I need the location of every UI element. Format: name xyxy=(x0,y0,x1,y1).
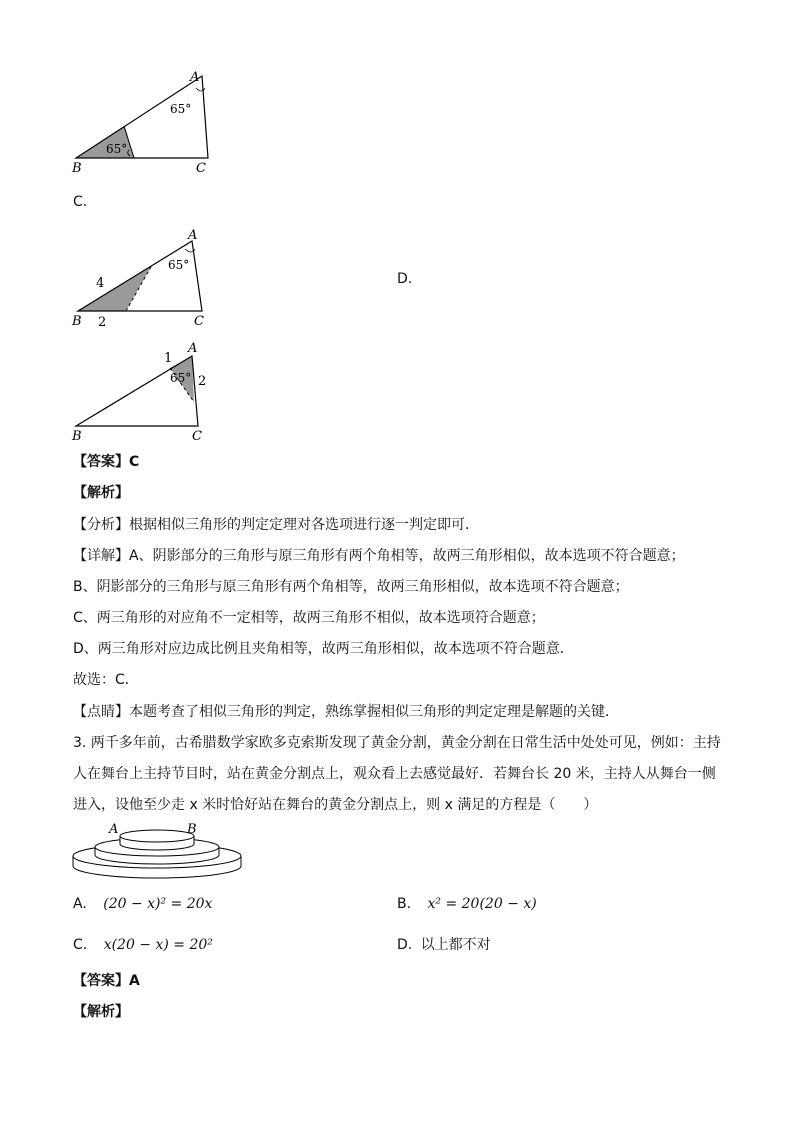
q2-comment: 【点睛】本题考查了相似三角形的判定，熟练掌握相似三角形的判定定理是解题的关键． xyxy=(73,704,619,720)
angle-a-label: 65° xyxy=(168,258,190,272)
angle-b-label: 65° xyxy=(106,142,128,156)
q2-analysis-title: 【解析】 xyxy=(73,485,129,501)
vertex-c-label: C xyxy=(192,429,202,444)
q2-choice: 故选：C． xyxy=(73,672,139,688)
option-c-label: C. xyxy=(73,194,88,210)
vertex-b-label: B xyxy=(72,161,82,176)
option-d-label: D. xyxy=(397,271,413,287)
stage-point-a-label: A xyxy=(109,822,119,837)
vertex-a-label: A xyxy=(188,341,198,356)
vertex-c-label: C xyxy=(196,161,206,176)
vertex-a-label: A xyxy=(188,228,198,243)
q2-detail-b: B、阴影部分的三角形与原三角形有两个角相等，故两三角形相似，故本选项不符合题意； xyxy=(73,579,629,595)
q3-answer: 【答案】A xyxy=(73,973,140,989)
q2-detail-c: C、两三角形的对应角不一定相等，故两三角形不相似，故本选项符合题意； xyxy=(73,610,545,626)
angle-a-label: 65° xyxy=(170,371,192,385)
side-bc-label: 2 xyxy=(98,315,107,330)
vertex-b-label: B xyxy=(72,314,82,329)
vertex-c-label: C xyxy=(194,314,204,329)
q3-option-d[interactable] xyxy=(397,936,491,954)
option-d-text: 以上都不对 xyxy=(420,937,491,953)
stage-point-b-label: B xyxy=(187,822,197,837)
q3-stem-line1: 3. 两千多年前，古希腊数学家欧多克索斯发现了黄金分割，黄金分割在日常生活中处处可见，例如：主持 xyxy=(73,735,721,751)
q3-option-a[interactable] xyxy=(73,895,212,913)
q2-detail-d: D、两三角形对应边成比例且夹角相等，故两三角形相似，故本选项不符合题意． xyxy=(73,641,574,657)
stage-figure xyxy=(70,820,245,880)
figure-option-d xyxy=(66,340,226,446)
q2-answer: 【答案】C xyxy=(73,454,140,470)
angle-a-label: 65° xyxy=(170,102,192,116)
side-1-label: 1 xyxy=(164,351,173,366)
q3-analysis-title: 【解析】 xyxy=(73,1004,129,1020)
option-c-label: C. xyxy=(73,937,88,953)
option-a-label: A. xyxy=(73,896,87,912)
q3-stem-line2: 人在舞台上主持节目时，站在黄金分割点上，观众看上去感觉最好．若舞台长 20 米，主持人从舞台一侧 xyxy=(73,766,716,782)
vertex-b-label: B xyxy=(72,429,82,444)
option-a-expression: (20 − x)² = 20x xyxy=(103,896,213,912)
q2-detail-a: 【详解】A、阴影部分的三角形与原三角形有两个角相等，故两三角形相似，故本选项不符合题意； xyxy=(73,548,685,564)
figure-option-c xyxy=(66,225,226,335)
option-c-expression: x(20 − x) = 20² xyxy=(103,937,213,953)
q2-analysis: 【分析】根据相似三角形的判定定理对各选项进行逐一判定即可． xyxy=(73,517,479,533)
option-b-expression: x² = 20(20 − x) xyxy=(427,896,537,912)
q3-option-c[interactable] xyxy=(73,936,213,954)
q3-option-b[interactable] xyxy=(397,895,537,913)
side-2-label: 2 xyxy=(198,374,207,389)
figure-option-b xyxy=(66,66,226,178)
option-b-label: B. xyxy=(397,896,412,912)
option-d-label: D. xyxy=(397,937,413,953)
vertex-a-label: A xyxy=(190,70,200,85)
q3-stem-line3: 进入，设他至少走 x 米时恰好站在舞台的黄金分割点上，则 x 满足的方程是（ ） xyxy=(73,797,598,813)
side-ab-label: 4 xyxy=(96,276,105,291)
